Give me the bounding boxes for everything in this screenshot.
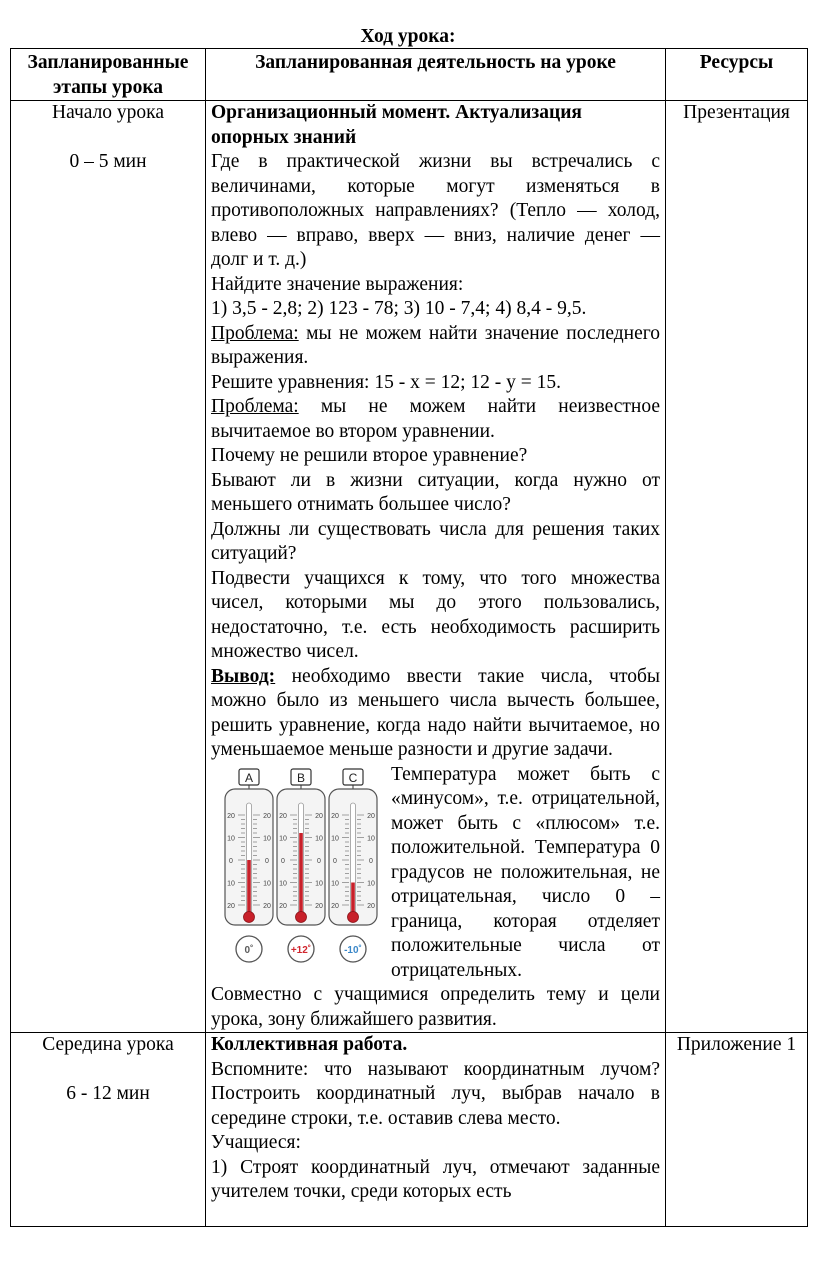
activity-paragraph: Подвести учащихся к тому, что того множества чисел, которыми мы до этого пользовались, недостаточно, т.е. есть необходимость расширить множество чисел. <box>211 567 660 662</box>
scale-label: 10 <box>367 835 375 842</box>
scale-label: 0 <box>281 857 285 865</box>
thermometers-illustration <box>215 767 383 965</box>
scale-label: 10 <box>315 880 323 887</box>
activity-paragraph: Совместно с учащимися определить тему и цели урока, зону ближайшего развития. <box>211 984 660 1030</box>
scale-label: 20 <box>315 902 323 910</box>
activity-paragraph: Решите уравнения: 15 - х = 12; 12 - у = 15. <box>211 371 561 393</box>
activity-paragraph: Должны ли существовать числа для решения таких ситуаций? <box>211 518 660 564</box>
scale-label: 10 <box>367 880 375 887</box>
scale-label: 10 <box>263 835 271 842</box>
scale-label: 20 <box>331 812 339 820</box>
resource-cell: Приложение 1 <box>666 1033 808 1227</box>
header-resources: Ресурсы <box>666 49 808 101</box>
thermometer-label: C <box>348 770 358 785</box>
problem-paragraph <box>211 322 660 371</box>
problem-text: мы не можем найти неизвестное вычитаемое во втором уравнении. <box>211 396 660 442</box>
thermometers-svg <box>215 767 383 965</box>
scale-label: 0 <box>369 857 373 865</box>
conclusion-paragraph <box>211 665 660 763</box>
scale-label: 10 <box>279 835 287 842</box>
scale-label: 10 <box>331 835 339 842</box>
problem-text: мы не можем найти значение последнего выражения. <box>211 322 660 368</box>
lesson-table <box>10 48 808 1227</box>
activity-paragraph: Почему не решили второе уравнение? <box>211 445 528 466</box>
scale-label: 10 <box>227 880 235 887</box>
problem-label: Проблема: <box>211 396 299 417</box>
scale-label: 20 <box>263 812 271 820</box>
scale-label: 20 <box>279 902 287 910</box>
activity-cell <box>206 101 666 1033</box>
activity-heading: Коллективная работа. <box>211 1034 408 1055</box>
scale-label: 20 <box>227 812 235 820</box>
table-row <box>11 1033 808 1227</box>
activity-paragraph: Где в практической жизни вы встречались с величинами, которые могут изменяться в противоположных направлениях? (Тепло — холод, влево — вправо, вверх — вниз, наличие денег — долг и т. д.) <box>211 151 660 270</box>
temperature-reading: -10˚ <box>344 944 362 956</box>
thermometer-label: A <box>244 770 254 785</box>
activity-paragraph: Бывают ли в жизни ситуации, когда нужно от меньшего отнимать большее число? <box>211 469 660 515</box>
problem-paragraph <box>211 395 660 444</box>
table-row <box>11 101 808 1033</box>
page-title: Ход урока: <box>360 26 456 47</box>
stage-time: 0 – 5 мин <box>69 151 147 172</box>
thermometer-label: B <box>296 770 306 785</box>
stage-cell <box>11 1033 206 1227</box>
scale-label: 20 <box>367 812 375 820</box>
scale-label: 20 <box>227 902 235 910</box>
scale-label: 20 <box>315 812 323 820</box>
stage-time: 6 - 12 мин <box>66 1083 150 1104</box>
scale-label: 0 <box>229 857 233 865</box>
activity-paragraph: 1) Строят координатный луч, отмечают заданные учителем точки, среди которых есть <box>211 1156 660 1202</box>
conclusion-text: необходимо ввести такие числа, чтобы можно было из меньшего числа вычесть большее, решить уравнение, когда надо найти вычитаемое, но уменьшаемое меньше разности и другие задачи. <box>211 665 660 760</box>
header-stages: Запланированные этапы урока <box>11 49 206 101</box>
temperature-paragraph: Температура может быть с «минусом», т.е. отрицательной, может быть с «плюсом» т.е. положительной. Температура 0 градусов не положительная, не отрицательная, число 0 – граница, которая отделяет положительные числа от отрицательных. <box>391 763 660 981</box>
scale-label: 20 <box>279 812 287 820</box>
scale-label: 10 <box>331 880 339 887</box>
table-header-row <box>11 49 808 101</box>
activity-paragraph: Найдите значение выражения: <box>211 273 464 295</box>
stage-cell <box>11 101 206 1033</box>
activity-paragraph: Учащиеся: <box>211 1132 301 1153</box>
resource-cell: Презентация <box>666 101 808 1033</box>
stage-name: Середина урока <box>42 1034 174 1055</box>
mercury-bulb <box>244 911 255 922</box>
activity-paragraph: 1) 3,5 - 2,8; 2) 123 - 78; 3) 10 - 7,4; 4) 8,4 - 9,5. <box>211 298 587 319</box>
scale-label: 10 <box>315 835 323 842</box>
scale-label: 10 <box>279 880 287 887</box>
temperature-reading: +12˚ <box>290 944 312 956</box>
scale-label: 10 <box>227 835 235 842</box>
conclusion-label: Вывод: <box>211 665 276 687</box>
scale-label: 20 <box>367 902 375 910</box>
mercury-bulb <box>348 911 359 922</box>
scale-label: 20 <box>263 902 271 910</box>
scale-label: 0 <box>333 857 337 865</box>
mercury-column <box>247 860 251 917</box>
scale-label: 0 <box>317 857 321 865</box>
stage-name: Начало урока <box>51 102 165 123</box>
mercury-bulb <box>296 911 307 922</box>
header-activity: Запланированная деятельность на уроке <box>206 49 666 101</box>
activity-cell <box>206 1033 666 1227</box>
scale-label: 20 <box>331 902 339 910</box>
problem-label: Проблема: <box>211 322 299 344</box>
scale-label: 10 <box>263 880 271 887</box>
scale-label: 0 <box>265 857 269 865</box>
mercury-column <box>299 833 303 917</box>
activity-paragraph: Вспомните: что называют координатным лучом? Построить координатный луч, выбрав начало в середине строки, т.е. оставив слева место. <box>211 1058 660 1129</box>
temperature-reading: 0˚ <box>244 944 254 956</box>
activity-heading: Организационный момент. Актуализация опорных знаний <box>211 102 582 148</box>
